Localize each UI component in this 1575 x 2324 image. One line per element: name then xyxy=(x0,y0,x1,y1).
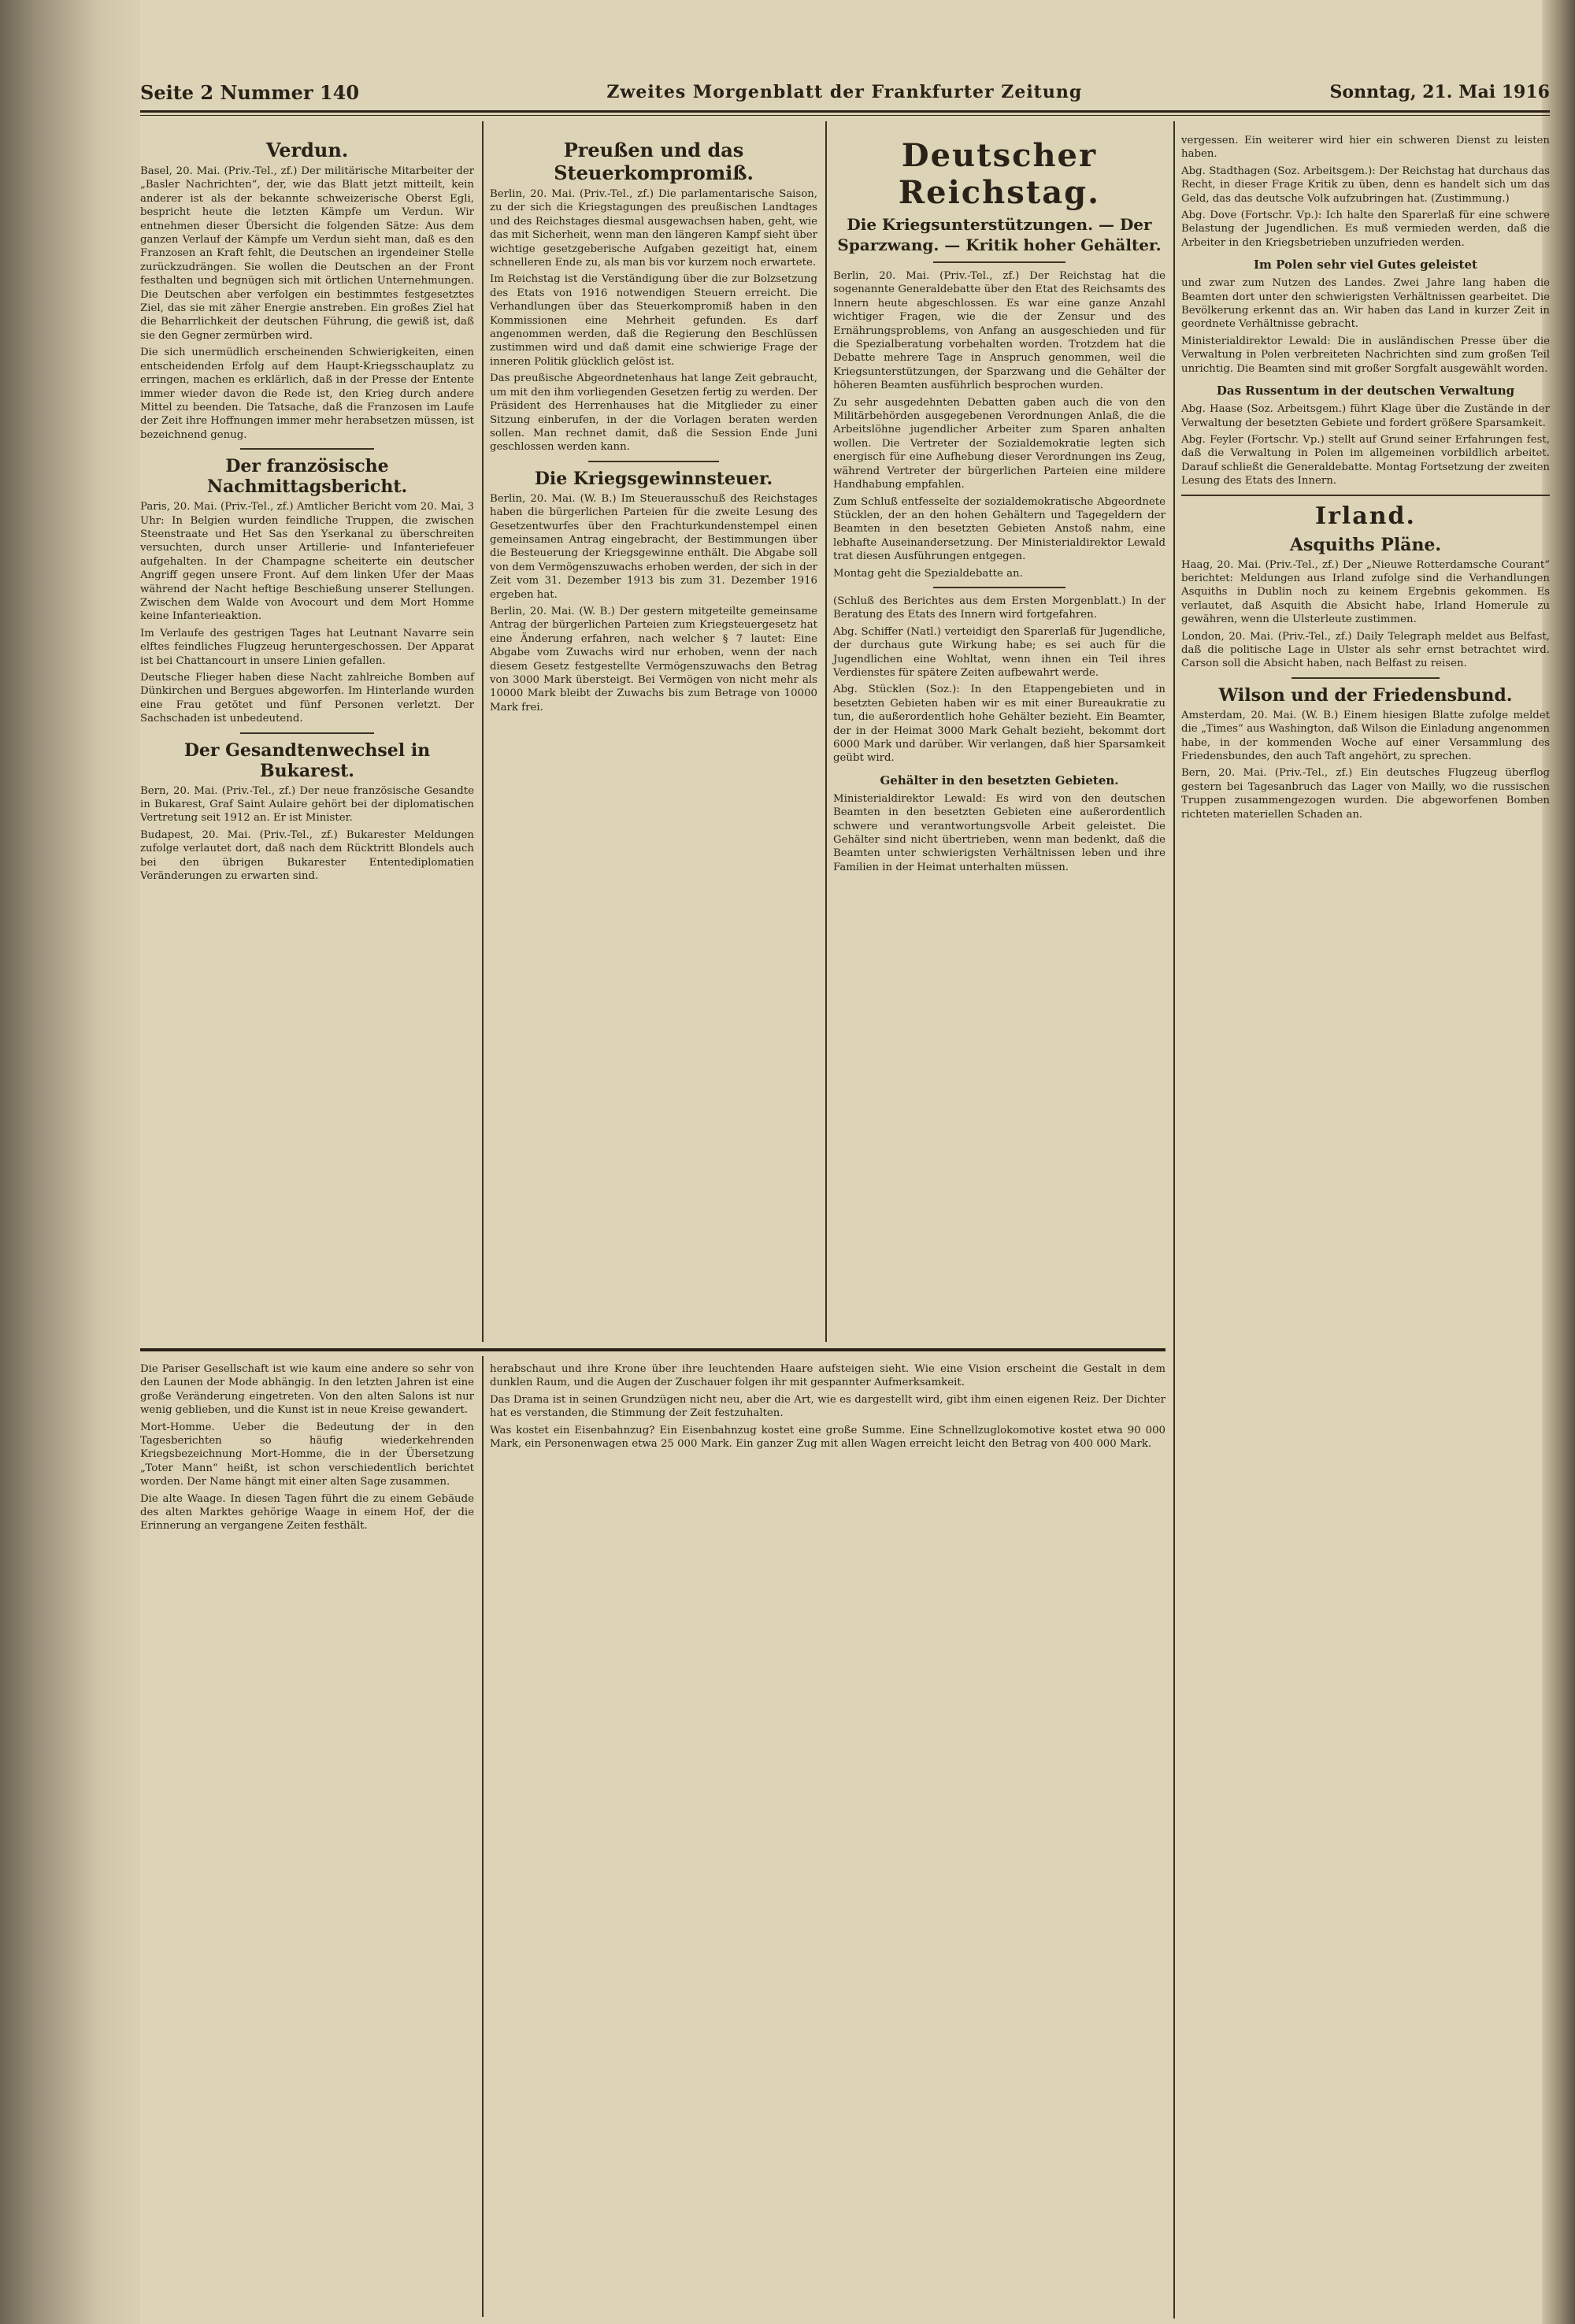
article-continued-p6: Abg. Haase (Soz. Arbeitsgem.) führt Klage über die Zustände in der Verwaltung der besetzten Gebiete und fordert größere Sparsamkeit. xyxy=(1181,403,1550,429)
issue-date: Sonntag, 21. Mai 1916 xyxy=(1329,82,1550,102)
divider xyxy=(588,461,719,462)
subheading-gehaelter: Gehälter in den besetzten Gebieten. xyxy=(880,773,1119,788)
article-bukarest-p1: Bern, 20. Mai. (Priv.-Tel., zf.) Der neue französische Gesandte in Bukarest, Graf Saint Aulaire gehört bei der diplomatischen Vertretung seit 1912 an. Er ist Minister. xyxy=(140,784,474,825)
column-rule-3 xyxy=(1173,121,1175,2318)
article-reichstag-p8: Ministerialdirektor Lewald: Es wird von den deutschen Beamten in den besetzten Gebieten eine außerordentlich schwere und verantwortungsvolle Arbeit geleistet. Die Gehälter sind nicht übertrieben, wenn man bedenkt, daß die Beamten unter schwierigsten Verhältnissen leben und ihre Familien in der Heimat unterhalten müssen. xyxy=(833,792,1166,873)
feuilleton-p6: Was kostet ein Eisenbahnzug? Ein Eisenbahnzug kostet eine große Summe. Eine Schnellzuglokomotive kostet etwa 90 000 Mark, ein Personenwagen etwa 25 000 Mark. Ein ganzer Zug mit allen Wagen erreicht leicht den Betrag von 400 000 Mark. xyxy=(490,1424,1166,1451)
article-continued-p4: und zwar zum Nutzen des Landes. Zwei Jahre lang haben die Beamten dort unter den schwierigsten Verhältnissen gearbeitet. Die Bevölkerung erkennt das an. Wir haben das Land in kurzer Zeit in geordnete Verhältnisse gebracht. xyxy=(1181,277,1550,331)
article-preussen-p3: Das preußische Abgeordnetenhaus hat lange Zeit gebraucht, um mit den ihm vorliegenden Gesetzen fertig zu werden. Der Präsident des Herrenhauses hat die Mitglieder zu einer Sitzung einberufen, in der die Vorlagen beraten werden sollen. Man rechnet damit, daß die Session Ende Juni geschlossen werden kann. xyxy=(490,373,817,454)
newspaper-title: Zweites Morgenblatt der Frankfurter Zeitung xyxy=(606,82,1083,102)
article-reichstag-p1: Berlin, 20. Mai. (Priv.-Tel., zf.) Der Reichstag hat die sogenannte Generaldebatte über den Etat des Reichsamts des Innern heute abgeschlossen. Es war eine ganze Anzahl wichtiger Fragen, wie die der Zensur und des Ernährungsproblems, von Anfang an ausgeschieden und für die Spezialberatung vorbehalten worden. Trotzdem hat die Debatte mehrere Tage in Anspruch genommen, weil die Kriegsunterstützungen, der Sparzwang und die Gehälter der höheren Beamten ausführlich besprochen wurden. xyxy=(833,270,1166,392)
article-verdun-p2: Die sich unermüdlich erscheinenden Schwierigkeiten, einen entscheidenden Erfolg auf dem Haupt-Kriegsschauplatz zu erringen, machen es erklärlich, daß in der Presse der Entente immer wieder davon die Rede ist, den Krieg durch andere Mittel zu beenden. Die Tatsache, daß die Franzosen im Laufe der Zeit ihre Hoffnungen immer mehr herabsetzen müssen, ist bezeichnend genug. xyxy=(140,347,474,441)
feuilleton-rule xyxy=(140,1348,1166,1351)
headline-reichstag: Deutscher Reichstag. xyxy=(898,137,1101,211)
article-reichstag-p6: Abg. Schiffer (Natl.) verteidigt den Sparerlaß für Jugendliche, der durchaus gute Wirkung habe; es sei auch für die Jugendlichen eine Wohltat, wenn ihnen ein Teil ihres Verdienstes für spätere Zeiten aufbewahrt werde. xyxy=(833,625,1166,679)
divider xyxy=(1292,677,1439,679)
article-preussen-p2: Im Reichstag ist die Verständigung über die zur Bolzsetzung des Etats von 1916 notwendigen Steuern erreicht. Die Verhandlungen über das Steuerkompromiß haben in den Kommissionen eine Mehrheit gefunden. Es darf angenommen werden, daß die Regierung den Beschlüssen zustimmen wird und daß damit eine schwierige Frage der inneren Politik glücklich gelöst ist. xyxy=(490,273,817,368)
article-irland-p2: London, 20. Mai. (Priv.-Tel., zf.) Daily Telegraph meldet aus Belfast, daß die politische Lage in Ulster als sehr ernst betrachtet wird. Carson soll die Absicht haben, nach Belfast zu reisen. xyxy=(1181,630,1550,670)
feuilleton-p4: herabschaut und ihre Krone über ihre leuchtenden Haare aufsteigen sieht. Wie eine Vision erscheint die Gestalt in dem dunklen Raum, und die Augen der Zuschauer folgen ihr mit gespannter Aufmerksamkeit. xyxy=(490,1363,1166,1389)
headline-preussen: Preußen und das Steuerkompromiß. xyxy=(554,139,754,184)
article-steuer-p2: Berlin, 20. Mai. (W. B.) Der gestern mitgeteilte gemeinsame Antrag der bürgerlichen Parteien zum Kriegsteuergesetz hat eine Änderung erfahren, nach welcher § 7 lautet: Eine Abgabe vom Zuwachs wird nur erhoben, wenn der nach diesem Gesetz festgestellte Vermögenszuwachs den Betrag von 3000 Mark übersteigt. Bei Vermögen von nicht mehr als 10000 Mark bleibt der Zuwachs bis zum Betrage von 10000 Mark frei. xyxy=(490,605,817,714)
article-continued-p1: vergessen. Ein weiterer wird hier ein schweren Dienst zu leisten haben. xyxy=(1181,135,1550,161)
feuilleton-p2: Mort-Homme. Ueber die Bedeutung der in den Tagesberichten so häufig wiederkehrenden Kriegsbezeichnung Mort-Homme, die in der Übersetzung „Toter Mann“ heißt, ist schon verschiedentlich berichtet worden. Der Name hängt mit einer alten Sage zusammen. xyxy=(140,1421,474,1488)
column-1 xyxy=(140,134,474,886)
column-4 xyxy=(1181,134,1550,825)
column-rule-1 xyxy=(482,121,484,1342)
headline-kriegsgewinnsteuer: Die Kriegsgewinnsteuer. xyxy=(534,468,773,489)
column-2 xyxy=(490,134,817,717)
subheading-russentum: Das Russentum in der deutschen Verwaltung xyxy=(1216,384,1515,398)
feuilleton-column-1 xyxy=(140,1362,474,1536)
article-french-report-p2: Im Verlaufe des gestrigen Tages hat Leutnant Navarre sein elftes feindliches Flugzeug heruntergeschossen. Der Apparat ist bei Chattancourt in unsere Linien gefallen. xyxy=(140,627,474,667)
headline-verdun: Verdun. xyxy=(265,139,349,161)
article-wilson-p1: Amsterdam, 20. Mai. (W. B.) Einem hiesigen Blatte zufolge meldet die „Times“ aus Washington, daß Wilson die Einladung angenommen habe, in der kommenden Woche auf einer Versammlung des Friedensbundes, den auch Taft angehört, zu sprechen. xyxy=(1181,709,1550,762)
article-verdun-p1: Basel, 20. Mai. (Priv.-Tel., zf.) Der militärische Mitarbeiter der „Basler Nachrichten“, der, wie das Blatt jetzt mitteilt, kein anderer ist als der bekannte schweizerische Oberst Egli, bespricht heute die letzten Kämpfe um Verdun. Wir entnehmen dieser Übersicht die folgenden Sätze: Aus dem ganzen Verlauf der Kämpfe um Verdun sieht man, daß es den Franzosen an Kraft fehlt, die Deutschen an irgendeiner Stelle zurückzudrängen. Sie wollen die Deutschen an der Front festhalten und begnügen sich mit örtlichen Unternehmungen. Die Deutschen aber verfolgen ein bestimmtes festgesetztes Ziel, das sie mit zäher Energie anstreben. Ein großes Ziel hat die Beharrlichkeit der deutschen Führung, die gewiß ist, daß sie den Gegner zermürben wird. xyxy=(140,165,474,342)
article-continued-p3: Abg. Dove (Fortschr. Vp.): Ich halte den Sparerlaß für eine schwere Belastung der Jugendlichen. Es muß vermieden werden, daß die Arbeiter in den Kriegsbetrieben unzufrieden werden. xyxy=(1181,209,1550,249)
article-irland-p1: Haag, 20. Mai. (Priv.-Tel., zf.) Der „Nieuwe Rotterdamsche Courant“ berichtet: Meldungen aus Irland zufolge sind die Verhandlungen Asquiths in Dublin noch zu keinem Ergebnis gekommen. Es verlautet, daß Asquith die Absicht habe, Irland Homerule zu gewähren, wenn die Ulsterleute zustimmen. xyxy=(1181,558,1550,626)
masthead xyxy=(140,79,1550,106)
subheadline-asquith: Asquiths Pläne. xyxy=(1289,534,1442,555)
column-3 xyxy=(833,134,1166,877)
divider xyxy=(240,732,374,734)
headline-french-report: Der französische Nachmittagsbericht. xyxy=(206,456,408,498)
subheading-polen: Im Polen sehr viel Gutes geleistet xyxy=(1254,258,1477,272)
article-wilson-p2: Bern, 20. Mai. (Priv.-Tel., zf.) Ein deutsches Flugzeug überflog gestern bei Tagesanbruch das Lager von Mailly, wo die russischen Truppen zusammengezogen wurden. Die abgeworfenen Bomben richteten materiellen Schaden an. xyxy=(1181,767,1550,821)
feuilleton-p3: Die alte Waage. In diesen Tagen führt die zu einem Gebäude des alten Marktes gehörige Waage in einem Hof, der die Erinnerung an vergangene Zeiten festhält. xyxy=(140,1492,474,1533)
article-continued-p7: Abg. Feyler (Fortschr. Vp.) stellt auf Grund seiner Erfahrungen fest, daß die Verwaltung in Polen im allgemeinen vorbildlich arbeitet. Darauf schließt die Generaldebatte. Montag Fortsetzung der zweiten Lesung des Etats des Innern. xyxy=(1181,433,1550,487)
column-rule-2 xyxy=(825,121,827,1342)
article-reichstag-p4: Montag geht die Spezialdebatte an. xyxy=(833,567,1023,580)
feuilleton-p1: Die Pariser Gesellschaft ist wie kaum eine andere so sehr von den Launen der Mode abhängig. In den letzten Jahren ist eine große Veränderung eingetreten. Von den alten Salons ist nur wenig geblieben, und die Kunst ist in neue Kreise gewandert. xyxy=(140,1363,474,1417)
feuilleton-p5: Das Drama ist in seinen Grundzügen nicht neu, aber die Art, wie es dargestellt wird, gibt ihm einen eigenen Reiz. Der Dichter hat es verstanden, die Stimmung der Zeit festzuhalten. xyxy=(490,1393,1166,1420)
divider xyxy=(240,448,374,450)
divider xyxy=(1181,495,1550,496)
subheadline-reichstag: Die Kriegsunterstützungen. — Der Sparzwang. — Kritik hoher Gehälter. xyxy=(837,215,1162,254)
newspaper-page xyxy=(140,71,1550,2324)
article-continued-p5: Ministerialdirektor Lewald: Die in ausländischen Presse über die Verwaltung in Polen verbreiteten Nachrichten sind zum großen Teil unrichtig. Die Beamten sind mit großer Sorgfalt ausgewählt worden. xyxy=(1181,335,1550,375)
article-reichstag-p3: Zum Schluß entfesselte der sozialdemokratische Abgeordnete Stücklen, der an den hohen Gehältern und Tagegeldern der Beamten in den besetzten Gebieten Anstoß nahm, eine lebhafte Auseinandersetzung. Der Ministerialdirektor Lewald trat diesen Ausführungen entgegen. xyxy=(833,495,1166,563)
article-french-report-p3: Deutsche Flieger haben diese Nacht zahlreiche Bomben auf Dünkirchen und Bergues abgeworfen. Im Hinterlande wurden eine Frau getötet und fünf Personen verletzt. Der Sachschaden ist unbedeutend. xyxy=(140,672,474,725)
headline-bukarest: Der Gesandtenwechsel in Bukarest. xyxy=(183,739,431,781)
article-french-report-p1: Paris, 20. Mai. (Priv.-Tel., zf.) Amtlicher Bericht vom 20. Mai, 3 Uhr: In Belgien wurden feindliche Truppen, die zwischen Steenstraate und Het Sas den Yserkanal zu überschreiten versuchten, durch unser Artillerie- und Infanteriefeuer aufgehalten. In der Champagne scheiterte ein deutscher Angriff gegen unsere Front. Auf dem linken Ufer der Maas während der Nacht heftige Beschießung unserer Stellungen. Zwischen dem Walde von Avocourt und dem Mort Homme keine Infanterieaktion. xyxy=(140,501,474,623)
article-preussen-p1: Berlin, 20. Mai. (Priv.-Tel., zf.) Die parlamentarische Saison, zu der sich die Kriegstagungen des preußischen Landtages und des Reichstages diesmal ausgewachsen haben, geht, wie das mit Sicherheit, wenn man den längeren Kampf sieht über wichtige gesetzgeberische Aufgaben gezeitigt hat, einem schnelleren Ende zu, als man bis vor kurzem noch erwartete. xyxy=(490,188,817,269)
article-reichstag-p5: (Schluß des Berichtes aus dem Ersten Morgenblatt.) In der Beratung des Etats des Innern wird fortgefahren. xyxy=(833,595,1166,621)
masthead-rule-thin xyxy=(140,115,1550,116)
article-reichstag-p7: Abg. Stücklen (Soz.): In den Etappengebieten und in besetzten Gebieten haben wir es mit einer Bureaukratie zu tun, die außerordentlich hohe Gehälter bezieht. Ein Beamter, der in der Heimat 3000 Mark Gehalt bezieht, bekommt dort 6000 Mark und darüber. Wir verlangen, daß hier Sparsamkeit geübt wird. xyxy=(833,684,1166,765)
feuilleton-column-2 xyxy=(490,1362,1166,1454)
article-steuer-p1: Berlin, 20. Mai. (W. B.) Im Steuerausschuß des Reichstages haben die bürgerlichen Parteien für die zweite Lesung des Gesetzentwurfes über den Frachturkundenstempel einen gemeinsamen Antrag eingebracht, der Bestimmungen über die Besteuerung der Kriegsgewinne enthält. Die Abgabe soll von dem Vermögenszuwachs erhoben werden, der sich in der Zeit vom 31. Dezember 1913 bis zum 31. Dezember 1916 ergeben hat. xyxy=(490,492,817,601)
divider xyxy=(933,261,1066,263)
headline-irland: Irland. xyxy=(1315,502,1416,530)
headline-wilson: Wilson und der Friedensbund. xyxy=(1218,684,1513,706)
masthead-rule xyxy=(140,110,1550,113)
article-continued-p2: Abg. Stadthagen (Soz. Arbeitsgem.): Der Reichstag hat durchaus das Recht, in dieser Frage Kritik zu üben, denn es handelt sich um das Geld, das das deutsche Volk aufzubringen hat. (Zustimmung.) xyxy=(1181,165,1550,205)
article-reichstag-p2: Zu sehr ausgedehnten Debatten gaben auch die von den Militärbehörden ausgegebenen Verordnungen Anlaß, die die Arbeitslöhne jugendlicher Arbeiter zum Sparen anhalten wollen. Die Vertreter der Sozialdemokratie legten sich energisch für eine Aufhebung dieser Verordnungen ins Zeug, während Vertreter der bürgerlichen Parteien eine mildere Handhabung empfahlen. xyxy=(833,396,1166,491)
book-gutter xyxy=(0,0,140,2324)
page-number: Seite 2 Nummer 140 xyxy=(140,80,360,104)
article-bukarest-p2: Budapest, 20. Mai. (Priv.-Tel., zf.) Bukarester Meldungen zufolge verlautet dort, daß nach dem Rücktritt Blondels auch bei den übrigen Bukarester Ententediplomatien Veränderungen zu erwarten sind. xyxy=(140,828,474,883)
divider xyxy=(933,587,1066,588)
column-rule-bottom-1 xyxy=(482,1356,484,2317)
